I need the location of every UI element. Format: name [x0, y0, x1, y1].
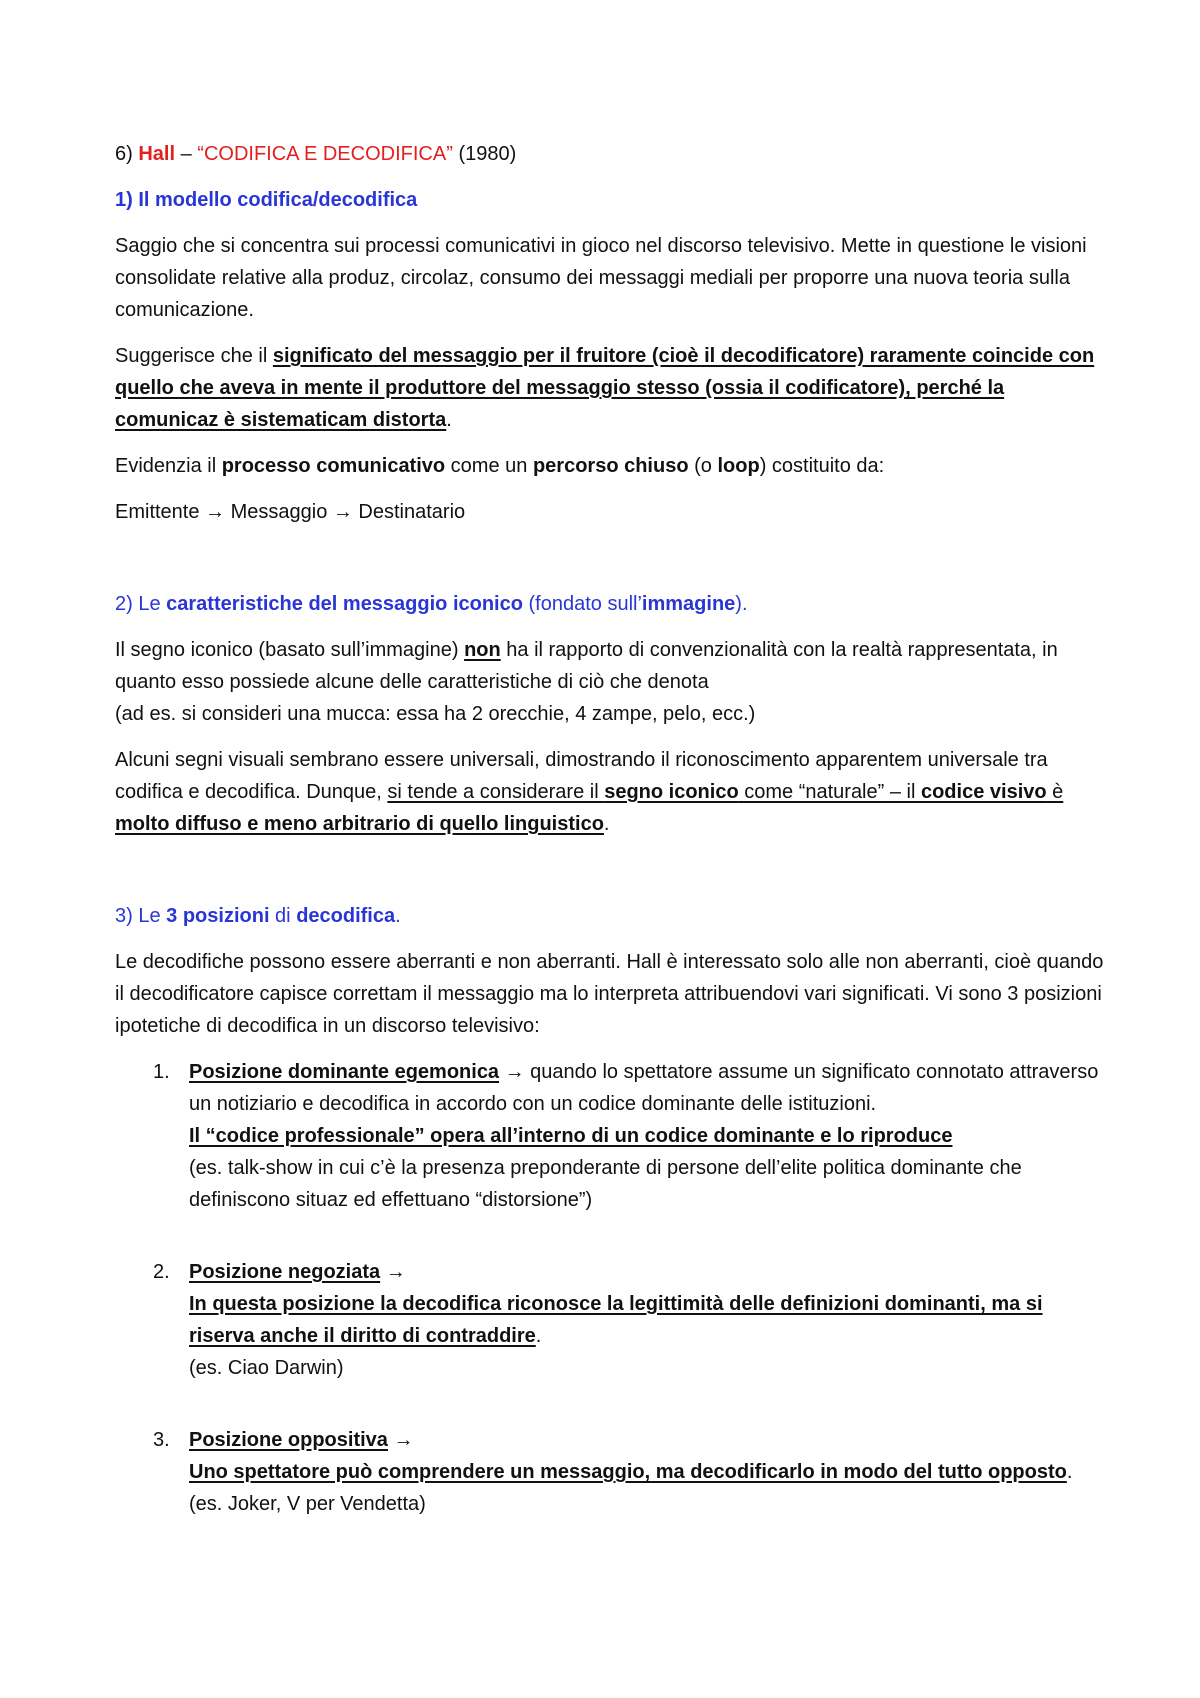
item-example: (es. Joker, V per Vendetta): [189, 1493, 426, 1515]
doc-heading: [115, 138, 1105, 170]
communication-flow: Emittente → Messaggio → Destinatario: [115, 501, 466, 523]
s2-title-e: ).: [735, 593, 748, 615]
arrow-icon: →: [380, 1261, 406, 1283]
section-2-paragraph-1: [115, 634, 1105, 730]
item-heading: Posizione dominante egemonica: [189, 1061, 500, 1083]
item-example: (es. Ciao Darwin): [189, 1357, 344, 1379]
s2p1-example: (ad es. si consideri una mucca: essa ha 2 orecchie, 4 zampe, pelo, ecc.): [115, 703, 756, 725]
s2p2-u4: codice visivo: [920, 781, 1047, 803]
heading-number: 6): [115, 143, 133, 165]
s3-title-b: 3 posizioni: [166, 905, 270, 927]
s2p2-end: .: [603, 813, 610, 835]
s2p1-c: ha il rapporto di convenzionalità con la realtà rappresentata, in quanto esso possiede alcune delle caratteristiche di ciò che denota: [115, 639, 1058, 693]
item-period: .: [1066, 1461, 1073, 1483]
p3-e: (o: [688, 455, 718, 477]
arrow-icon: →: [387, 1429, 414, 1451]
s2p2-u2: segno iconico: [604, 781, 739, 803]
s2p2-u1: si tende a considerare il: [387, 781, 605, 803]
decoding-positions-list: [115, 1056, 1105, 1520]
list-number: 3.: [153, 1429, 170, 1451]
s3-title-a: 3) Le: [115, 905, 167, 927]
list-item: [115, 1256, 1105, 1384]
item-text: → quando lo spettatore assume un significato connotato attraverso un notiziario e decodifica in accordo con un codice dominante delle istituzioni.: [189, 1061, 1099, 1115]
section-2-title: [115, 588, 1105, 620]
list-item: [115, 1056, 1105, 1216]
s2-title-a: 2) Le: [115, 593, 167, 615]
s2-title-c: (fondato sull’: [522, 593, 642, 615]
list-number: 1.: [153, 1061, 170, 1083]
p2-underlined: significato del messaggio per il fruitore (cioè il decodificatore) raramente coincide con quello che aveva in mente il produttore del messaggio stesso (ossia il codificatore), perché la comunicaz è sistematicam distorta: [115, 345, 1095, 431]
s2p1-a: Il segno iconico (basato sull’immagine): [115, 639, 465, 661]
section-1-paragraph-3: [115, 450, 1105, 482]
heading-dash: –: [180, 143, 192, 165]
section-1-paragraph-2: [115, 340, 1105, 436]
p3-a: Evidenzia il: [115, 455, 222, 477]
spacer: [115, 542, 1105, 588]
p3-f: loop: [717, 455, 760, 477]
section-1-title: [115, 184, 1105, 216]
s3-title-d: decodifica: [296, 905, 396, 927]
s2p2-a: Alcuni segni visuali sembrano essere universali, dimostrando il riconoscimento apparentem universale tra codifica e decodifica. Dunque,: [115, 749, 1048, 803]
item-heading: Posizione negoziata: [189, 1261, 381, 1283]
list-number: 2.: [153, 1261, 170, 1283]
s3-title-c: di: [269, 905, 297, 927]
spacer: [115, 854, 1105, 900]
section-2-paragraph-2: [115, 744, 1105, 840]
s2p1-non: non: [464, 639, 501, 661]
s3-title-e: .: [395, 905, 401, 927]
p2-pre: Suggerisce che il: [115, 345, 273, 367]
s2p2-u6: molto diffuso e meno arbitrario di quello linguistico: [115, 813, 604, 835]
p3-d: percorso chiuso: [532, 455, 689, 477]
s2-title-d: immagine: [641, 593, 736, 615]
item-heading: Posizione oppositiva: [189, 1429, 388, 1451]
section-3-title: [115, 900, 1105, 932]
heading-year: (1980): [458, 143, 517, 165]
heading-title: “CODIFICA E DECODIFICA”: [197, 143, 453, 165]
item-underlined: Uno spettatore può comprendere un messaggio, ma decodificarlo in modo del tutto opposto: [189, 1461, 1067, 1483]
item-underlined: In questa posizione la decodifica riconosce la legittimità delle definizioni dominanti, ma si riserva anche il diritto di contraddire: [189, 1293, 1043, 1347]
p3-c: come un: [445, 455, 533, 477]
heading-author: Hall: [138, 143, 176, 165]
document-body: [115, 138, 1105, 1560]
item-underlined: Il “codice professionale” opera all’interno di un codice dominante e lo riproduce: [189, 1125, 953, 1147]
p3-b: processo comunicativo: [221, 455, 446, 477]
item-period: .: [535, 1325, 542, 1347]
section-3-intro: Le decodifiche possono essere aberranti e non aberranti. Hall è interessato solo alle non aberranti, cioè quando il decodificatore capisce correttam il messaggio ma lo interpreta attribuendovi vari significati. Vi sono 3 posizioni ipotetiche di decodifica in un discorso televisivo:: [115, 951, 1104, 1037]
section-1-title-text: 1) Il modello codifica/decodifica: [115, 189, 418, 211]
section-1-paragraph-1: Saggio che si concentra sui processi comunicativi in gioco nel discorso televisivo. Mette in questione le visioni consolidate relative alla produz, circolaz, consumo dei messaggi mediali per proporre una nuova teoria sulla comunicazione.: [115, 235, 1087, 321]
s2p2-u3: come “naturale” – il: [738, 781, 921, 803]
item-example: (es. talk-show in cui c’è la presenza preponderante di persone dell’elite politica dominante che definiscono situaz ed effettuano “distorsione”): [189, 1157, 1022, 1211]
s2p2-u5: è: [1046, 781, 1064, 803]
list-item: [115, 1424, 1105, 1520]
p3-g: ) costituito da:: [759, 455, 885, 477]
s2-title-b: caratteristiche del messaggio iconico: [166, 593, 523, 615]
p2-post: .: [446, 409, 452, 431]
